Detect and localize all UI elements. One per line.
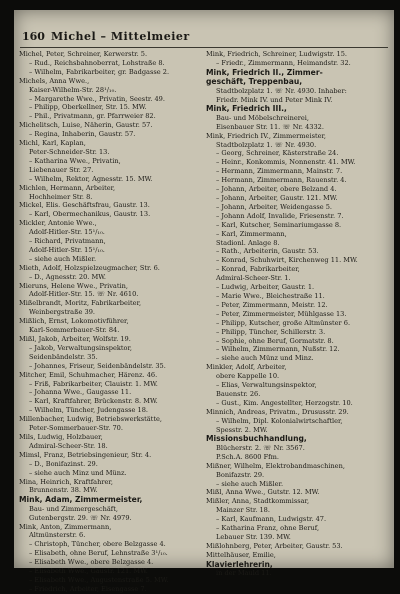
directory-entry: – Friedrich, Arbeiter, Eisengasse 7. [29, 584, 147, 593]
directory-entry: Mieth, Adolf, Holzspielzeugmacher, Str. 6. [19, 263, 160, 272]
directory-entry: Mils, Ludwig, Holzbauer, [19, 432, 103, 441]
directory-heading-entry: Klavierlehrerin, [206, 559, 273, 569]
directory-entry: – Hermann, Zimmermann, Rauenstr. 4. [216, 176, 347, 185]
directory-entry: Mina, Heinrich, Kraftfahrer, [19, 477, 113, 486]
directory-entry: Liebenauer Str. 27. [29, 165, 94, 174]
directory-entry: – Elias, Verwaltungsinspektor, [216, 381, 317, 390]
directory-entry: Adolf-Hitler-Str. 15. ☏ Nr. 4610. [29, 290, 139, 299]
page-header [22, 30, 384, 46]
directory-entry: – Peter, Zimmermann, Meistr. 12. [216, 300, 328, 309]
directory-entry: – Karl, Obermechanikus, Gaustr. 13. [29, 210, 151, 219]
directory-entry: – siehe auch Mißler. [216, 479, 284, 488]
directory-entry: – Friedr., Zimmermann, Heimandstr. 32. [216, 58, 351, 67]
directory-entry: – Philipp, Oberkellner, Str. 15. MW. [29, 103, 147, 112]
directory-entry: Bau- und Zimmergeschäft, [29, 504, 118, 513]
directory-entry: Michlen, Hermann, Arbeiter, [19, 183, 116, 192]
directory-entry: Mißner, Wilhelm, Elektrobandmaschinen, [206, 461, 345, 470]
directory-entry: – Elisabeth Wwe., Augustenstraße 5. MW. [29, 575, 169, 584]
directory-entry: – Jakob, Verwaltungsinspektor, [29, 343, 132, 352]
directory-entry: Stadtbolzplatz 1. ☏ Nr. 4930. [216, 140, 317, 149]
directory-entry: Mißler, Anna, Stadtkommissar, [206, 497, 310, 506]
directory-entry: – Georg, Schreiner, Kästerstraße 24. [216, 149, 339, 158]
directory-entry: Michelitsch, Luise, Näherin, Gaustr. 57. [19, 121, 153, 130]
directory-entry: – Katharina Franz, ohne Beruf, [216, 524, 320, 533]
directory-heading-entry: geschäft, Treppenbau, [206, 77, 303, 87]
directory-entry: Seidenbändelstr. 35. [29, 352, 98, 361]
directory-entry: – Sophie, ohne Beruf, Gormatstr. 8. [216, 336, 334, 345]
header-rule [20, 47, 388, 48]
directory-entry: – Johann, Arbeiter, Weidengasse 5. [216, 202, 333, 211]
directory-entry: Lebauer Str. 139. MW. [216, 532, 291, 541]
directory-entry: Mickler, Antonie Wwe., [19, 219, 97, 228]
directory-entry: Kaiser-Wilhelm-Str. 28¹/₁₀. [29, 85, 117, 94]
directory-entry: – Margarethe Wwe., Privatin, Seestr. 49. [29, 94, 165, 103]
directory-entry: – Johann Adolf, Invalide, Friesenstr. 7. [216, 211, 344, 220]
directory-entry: Stadtbolzplatz 1. ☏ Nr. 4930. Inhaber: [216, 86, 347, 95]
directory-entry: Mißlohnberg, Peter, Arbeiter, Gaustr. 53. [206, 541, 343, 550]
directory-entry: Weinbergstraße 39. [29, 308, 95, 317]
directory-entry: Spesstr. 2. MW. [216, 425, 268, 434]
directory-entry: – Wilhelm, Zimmermann, Nußstr. 12. [216, 345, 340, 354]
directory-entry: – Richard, Privatmann, [29, 237, 106, 246]
directory-entry: – Karl, Kraftfahrer, Brückenstr. 8. MW. [29, 397, 158, 406]
directory-heading-entry: Missionsbuchhandlung, [206, 434, 307, 444]
directory-entry: – Johann, Arbeiter, obere Belzand 4. [216, 185, 337, 194]
right-column [206, 50, 384, 578]
directory-entry: – Phil., Privatmann, gr. Pfarrweier 82. [29, 112, 156, 121]
running-title: Michel – Mittelmeier [50, 30, 190, 43]
directory-entry: Mißl, Jakob, Arbeiter, Wolfstr. 19. [19, 335, 131, 343]
directory-entry: Mißlich, Ernst, Lokomotivführer, [19, 317, 129, 326]
directory-entry: – Konrad, Schuhwirt, Kirchenweg 11. MW. [216, 256, 358, 265]
directory-entry: Mißelbrandt, Moritz, Fabrikarbeiter, [19, 299, 142, 308]
directory-entry: Bauenstr. 26. [216, 389, 261, 398]
directory-entry: – Johann, Arbeiter, Gaustr. 121. MW. [216, 194, 338, 202]
directory-heading-entry: Mink, Friedrich III., [206, 104, 287, 114]
directory-entry: – Konrad, Fabrikarbeiter, [216, 265, 300, 274]
directory-entry: – siehe auch Münz und Minz. [216, 354, 314, 363]
directory-heading-entry: Mink, Adam, Zimmermeister, [19, 495, 143, 505]
directory-entry: Karl-Sommerbauer-Str. 84. [29, 326, 120, 335]
directory-entry: Mink, Friedrich, Schreiner, Ludwigstr. 15. [206, 50, 347, 58]
directory-entry: – Hermann, Zimmermann, Mainstr. 7. [216, 167, 343, 176]
directory-entry: – Elisabeth, ohne Beruf, Lehnstraße 3¹/₁₀. [29, 549, 168, 558]
left-column [19, 50, 197, 594]
directory-entry: – Elisabeth Wwe., Gaustr. 121. MW. [29, 567, 148, 576]
directory-entry: – D., Bonifazinst. 29. [29, 459, 98, 468]
directory-entry: – siehe auch Mißler. [29, 254, 97, 263]
directory-entry: Brunnenstr. 38. MW. [29, 486, 98, 495]
directory-entry: – Gust., Kim. Angestellter, Herzogstr. 10. [216, 398, 353, 407]
directory-entry: Friedr. Mink IV. und Peter Mink IV. [216, 95, 333, 104]
directory-entry: Adolf-Hitler-Str. 15¹/₁₀. [29, 245, 105, 254]
directory-entry: – Katharina Wwe., Privatin, [29, 156, 121, 165]
directory-entry: Mimsl, Franz, Betriebsingenieur, Str. 4. [19, 450, 152, 459]
directory-entry: – Peter, Zimmermeister, Mühlgasse 13. [216, 309, 347, 318]
directory-entry: Admiral-Scheer-Str. 1. [216, 274, 291, 283]
directory-entry: Hochheimer Str. 8. [29, 192, 93, 201]
directory-entry: – D., Agnesstr. 20. MW. [29, 272, 106, 281]
directory-entry: – Wilhelm, Dipl. Kolonialwirtschaftler, [216, 416, 343, 425]
directory-entry: Michels, Anna Wwe., [19, 76, 90, 85]
directory-page [14, 10, 394, 593]
directory-entry: – Philipp, Kutscher, große Altmünster 6. [216, 318, 351, 327]
directory-entry: Minnich, Andreas, Privatm., Drususstr. 29. [206, 407, 349, 416]
page-number: 160 [22, 30, 45, 43]
directory-entry: – Karl, Kutscher, Seminariumgasse 8. [216, 220, 342, 229]
directory-entry: Bonifazstr. 29. [216, 470, 265, 479]
directory-entry: – Johanna Wwe., Gaugasse 11. [29, 388, 132, 397]
directory-entry: P.Sch.A. 8600 Ffm. [216, 452, 279, 461]
directory-entry: Eisenbauer Str. 11. ☏ Nr. 4332. [216, 122, 324, 131]
directory-entry: – Regina, Inhaberin, Gaustr. 57. [29, 130, 136, 139]
directory-entry: Stadionl. Anlage 8. [216, 238, 280, 247]
directory-entry: Adolf-Hitler-Str. 15¹/₁₀. [29, 228, 105, 237]
directory-entry: – siehe auch Minz und Münz. [29, 468, 127, 477]
directory-entry: – Christoph, Tüncher, obere Belzgasse 4. [29, 540, 166, 549]
directory-entry: – Friß, Fabrikarbeiter, Clauistr. 1. MW. [29, 379, 158, 388]
directory-entry: Mitcher, Emil, Schuhmacher, Härenz. 46. [19, 370, 158, 379]
directory-entry: Michl, Karl, Kaplan, [19, 139, 86, 148]
directory-entry: – Wilhelm, Tüncher, Judengasse 18. [29, 406, 148, 415]
directory-entry: Mainzer Str. 18. [216, 506, 270, 515]
directory-entry: – Heinr., Konkommis, Nonnenstr. 41. MW. [216, 158, 356, 167]
directory-entry: Minkler, Adolf, Arbeiter, [206, 363, 287, 372]
directory-entry: Millenbacher, Ludwig, Betriebswerkstätte, [19, 415, 162, 424]
directory-entry: – Philipp, Tüncher, Schillerstr. 3. [216, 327, 326, 336]
directory-entry: – Marie Wwe., Bleichestraße 11. [216, 291, 325, 300]
directory-entry: – Rath., Arbeiterin, Gaustr. 53. [216, 247, 319, 256]
directory-entry: Gutenbergstr. 29. ☏ Nr. 4979. [29, 513, 132, 522]
directory-entry: Mieruns, Helene Wwe., Privatin, [19, 281, 128, 290]
directory-entry: – Karl, Zimmermann, [216, 229, 287, 238]
directory-entry: – Elisabeth Wwe., obere Belzgasse 4. [29, 558, 154, 567]
directory-entry: – Wilhelm, Rektor, Agnesstr. 15. MW. [29, 174, 153, 183]
directory-entry: Mink, Anton, Zimmermann, [19, 522, 112, 531]
directory-entry: Mittelhäuser, Emilie, [206, 550, 276, 559]
directory-entry: Mink, Friedrich IV., Zimmermeister, [206, 131, 327, 140]
directory-entry: obere Kappelle 10. [216, 372, 280, 381]
directory-entry: – Rud., Reichsbahnoberrat, Lohstraße 8. [29, 58, 165, 67]
directory-entry: Peter-Sommerbauer-Str. 70. [29, 424, 123, 433]
directory-entry: Michel, Peter, Schreiner, Kerwerstr. 5. [19, 50, 148, 58]
directory-heading-entry: Mink, Friedrich II., Zimmer- [206, 67, 323, 77]
directory-entry: Altmünsterstr. 6. [29, 531, 86, 540]
directory-entry: Mickel, Elis. Geschäftsfrau, Gaustr. 13. [19, 201, 150, 210]
directory-entry: Peter-Schneider-Str. 13. [29, 147, 110, 156]
directory-entry: Blücherstr. 2. ☏ Nr. 3567. [216, 443, 305, 452]
directory-entry: Admiral-Scheer-Str. 18. [29, 441, 108, 450]
directory-entry: – Karl, Kaufmann, Ludwigstr. 47. [216, 515, 327, 524]
directory-entry: – Wilhelm, Fabrikarbeiter, gr. Badgasse 2. [29, 67, 170, 76]
directory-entry: Mißl, Anna Wwe., Gutstr. 12. MW. [206, 488, 320, 497]
directory-entry: Bau- und Möbelschreinerei, [216, 113, 310, 122]
directory-entry: in der Mauld 11. [216, 569, 272, 578]
directory-entry: – Johannes, Friseur, Seidenbändelstr. 35. [29, 361, 166, 370]
directory-entry: – Ludwig, Arbeiter, Gaustr. 1. [216, 283, 315, 292]
